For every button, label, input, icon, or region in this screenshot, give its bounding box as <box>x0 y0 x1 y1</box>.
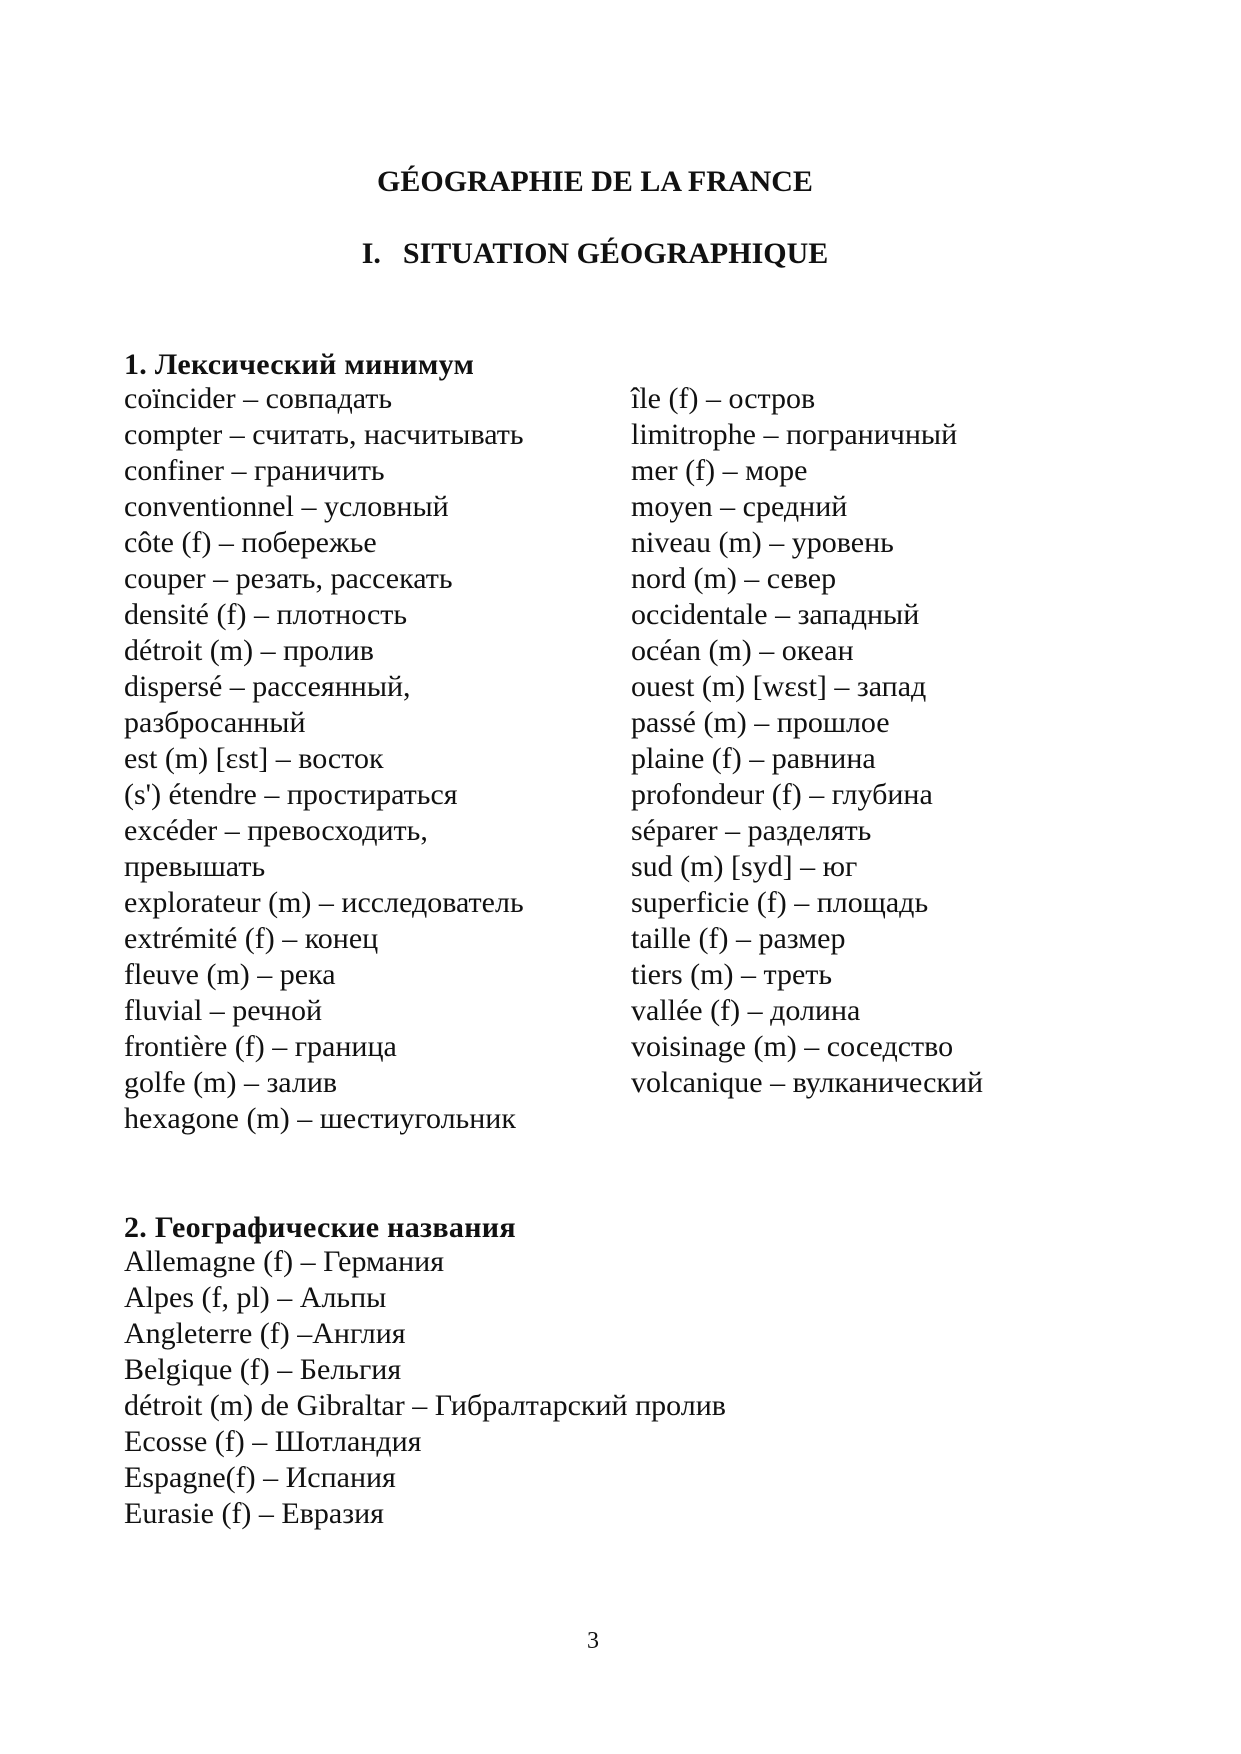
list-item: sud (m) [syd] – юг <box>631 850 858 883</box>
list-item: profondeur (f) – глубина <box>631 778 933 811</box>
list-item: confiner – граничить <box>124 454 385 487</box>
list-item: excéder – превосходить, <box>124 814 428 847</box>
list-item: compter – считать, насчитывать <box>124 418 524 451</box>
list-item: superficie (f) – площадь <box>631 886 929 919</box>
list-item: est (m) [ɛst] – восток <box>124 742 384 775</box>
section-title <box>0 236 1190 272</box>
vocabulary-right-column <box>631 381 1191 1101</box>
section-number: I. <box>361 237 381 270</box>
list-item: nord (m) – север <box>631 562 837 595</box>
list-item: taille (f) – размер <box>631 922 846 955</box>
list-item: niveau (m) – уровень <box>631 526 894 559</box>
list-item: frontière (f) – граница <box>124 1030 397 1063</box>
list-item: tiers (m) – треть <box>631 958 833 991</box>
list-item: moyen – средний <box>631 490 848 523</box>
list-item: passé (m) – прошлое <box>631 706 890 739</box>
geographic-names-list <box>124 1244 1124 1532</box>
list-item: densité (f) – плотность <box>124 598 408 631</box>
list-item: Allemagne (f) – Германия <box>124 1245 445 1278</box>
list-item: plaine (f) – равнина <box>631 742 876 775</box>
list-item: occidentale – западный <box>631 598 920 631</box>
list-item: Eurasie (f) – Евразия <box>124 1497 384 1530</box>
list-item: hexagone (m) – шестиугольник <box>124 1102 516 1135</box>
list-item: Alpes (f, pl) – Альпы <box>124 1281 387 1314</box>
list-item: volcanique – вулканический <box>631 1066 984 1099</box>
list-item: île (f) – остров <box>631 382 816 415</box>
list-item: côte (f) – побережье <box>124 526 377 559</box>
list-item: превышать <box>124 850 266 883</box>
geographic-names-heading: 2. Географические названия <box>124 1211 516 1244</box>
list-item: Ecosse (f) – Шотландия <box>124 1425 422 1458</box>
list-item: Angleterre (f) –Англия <box>124 1317 406 1350</box>
list-item: dispersé – рассеянный, <box>124 670 411 703</box>
vocabulary-left-column <box>124 381 624 1137</box>
list-item: golfe (m) – залив <box>124 1066 338 1099</box>
list-item: ouest (m) [wɛst] – запад <box>631 670 927 703</box>
list-item: Belgique (f) – Бельгия <box>124 1353 402 1386</box>
section-title-text: SITUATION GÉOGRAPHIQUE <box>402 237 829 270</box>
document-title: GÉOGRAPHIE DE LA FRANCE <box>377 165 813 198</box>
page-number: 3 <box>587 1628 599 1654</box>
list-item: détroit (m) – пролив <box>124 634 374 667</box>
list-item: océan (m) – океан <box>631 634 854 667</box>
list-item: détroit (m) de Gibraltar – Гибралтарский пролив <box>124 1389 726 1422</box>
list-item: fleuve (m) – река <box>124 958 336 991</box>
list-item: limitrophe – пограничный <box>631 418 958 451</box>
list-item: разбросанный <box>124 706 306 739</box>
vocabulary-heading: 1. Лексический минимум <box>124 348 475 381</box>
list-item: séparer – разделять <box>631 814 872 847</box>
list-item: fluvial – речной <box>124 994 323 1027</box>
list-item: explorateur (m) – исследователь <box>124 886 524 919</box>
list-item: conventionnel – условный <box>124 490 449 523</box>
list-item: mer (f) – море <box>631 454 808 487</box>
list-item: couper – резать, рассекать <box>124 562 453 595</box>
list-item: extrémité (f) – конец <box>124 922 379 955</box>
list-item: voisinage (m) – соседство <box>631 1030 954 1063</box>
list-item: coïncider – совпадать <box>124 382 393 415</box>
list-item: (s') étendre – простираться <box>124 778 458 811</box>
list-item: vallée (f) – долина <box>631 994 861 1027</box>
list-item: Espagne(f) – Испания <box>124 1461 396 1494</box>
